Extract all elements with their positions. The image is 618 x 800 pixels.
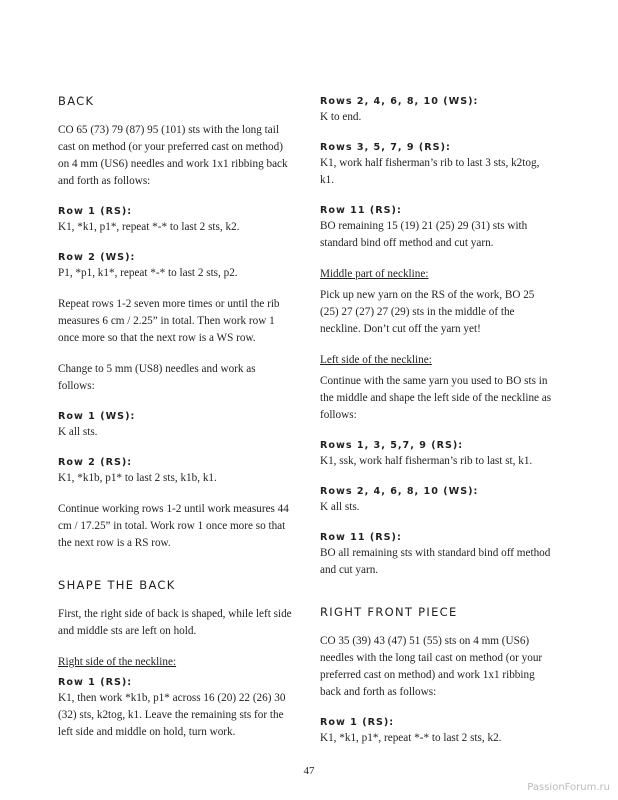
row11-text: BO remaining 15 (19) 21 (25) 29 (31) sts with standard bind off method and cut yarn. (320, 220, 528, 249)
row1b-label: Row 1 (WS): (58, 411, 136, 422)
right-column (320, 94, 555, 761)
back-intro: CO 65 (73) 79 (87) 95 (101) sts with the long tail cast on method (or your preferred cast on method) on 4 mm (US6) needles and work 1x1 ribbing back and forth as follows: (58, 124, 288, 187)
repeat-text: Repeat rows 1-2 seven more times or until the rib measures 6 cm / 2.25” in total. Then work row 1 once more so that the next row is a WS row. (58, 298, 280, 344)
page-number: 47 (303, 765, 315, 777)
rows3-text: K1, work half fisherman’s rib to last 3 sts, k2tog, k1. (320, 157, 540, 186)
right-side-subheading: Right side of the neckline: (58, 656, 177, 668)
rows2-text: K to end. (320, 111, 362, 123)
middle-text: Pick up new yarn on the RS of the work, BO 25 (25) 27 (27) 27 (29) sts in the middle of the neckline. Don’t cut off the yarn yet! (320, 289, 535, 335)
row11-label: Row 11 (RS): (320, 205, 402, 216)
row1c-text: K1, then work *k1b, p1* across 16 (20) 22 (26) 30 (32) sts, k2tog, k1. Leave the remaining sts for the left side and middle on hold, turn work. (58, 692, 286, 738)
front-intro: CO 35 (39) 43 (47) 51 (55) sts on 4 mm (US6) needles with the long tail cast on method (or your preferred cast on method) and work 1x1 ribbing back and forth as follows: (320, 635, 543, 698)
rows2-label: Rows 2, 4, 6, 8, 10 (WS): (320, 96, 479, 107)
rows1-label: Rows 1, 3, 5,7, 9 (RS): (320, 440, 464, 451)
rows3-label: Rows 3, 5, 7, 9 (RS): (320, 142, 451, 153)
middle-subheading: Middle part of neckline: (320, 268, 429, 280)
left-column (58, 94, 293, 755)
row2b-label: Row 2 (RS): (58, 457, 133, 468)
rows2b-text: K all sts. (320, 501, 360, 513)
left-side-subheading: Left side of the neckline: (320, 354, 432, 366)
row1c-label: Row 1 (RS): (58, 677, 133, 688)
row1-label: Row 1 (RS): (58, 206, 133, 217)
row1b-text: K all sts. (58, 426, 98, 438)
row2-text: P1, *p1, k1*, repeat *-* to last 2 sts, p2. (58, 267, 238, 279)
row1d-label: Row 1 (RS): (320, 717, 395, 728)
right-front-heading: RIGHT FRONT PIECE (320, 605, 458, 619)
change-needles-text: Change to 5 mm (US8) needles and work as follows: (58, 363, 256, 392)
row2-label: Row 2 (WS): (58, 252, 136, 263)
back-heading: BACK (58, 94, 95, 108)
row11b-label: Row 11 (RS): (320, 532, 402, 543)
row1d-text: K1, *k1, p1*, repeat *-* to last 2 sts, k2. (320, 732, 502, 744)
shape-back-heading: SHAPE THE BACK (58, 578, 176, 592)
rows1-text: K1, ssk, work half fisherman’s rib to last st, k1. (320, 455, 533, 467)
row11b-text: BO all remaining sts with standard bind off method and cut yarn. (320, 547, 551, 576)
watermark: PassionForum.ru (527, 782, 610, 793)
continue-text: Continue working rows 1-2 until work measures 44 cm / 17.25” in total. Work row 1 once more so that the next row is a RS row. (58, 503, 289, 549)
shape-intro: First, the right side of back is shaped, while left side and middle sts are left on hold. (58, 608, 292, 637)
row1-text: K1, *k1, p1*, repeat *-* to last 2 sts, k2. (58, 221, 240, 233)
left-side-text: Continue with the same yarn you used to BO sts in the middle and shape the left side of the neckline as follows: (320, 375, 552, 421)
rows2b-label: Rows 2, 4, 6, 8, 10 (WS): (320, 486, 479, 497)
row2b-text: K1, *k1b, p1* to last 2 sts, k1b, k1. (58, 472, 217, 484)
